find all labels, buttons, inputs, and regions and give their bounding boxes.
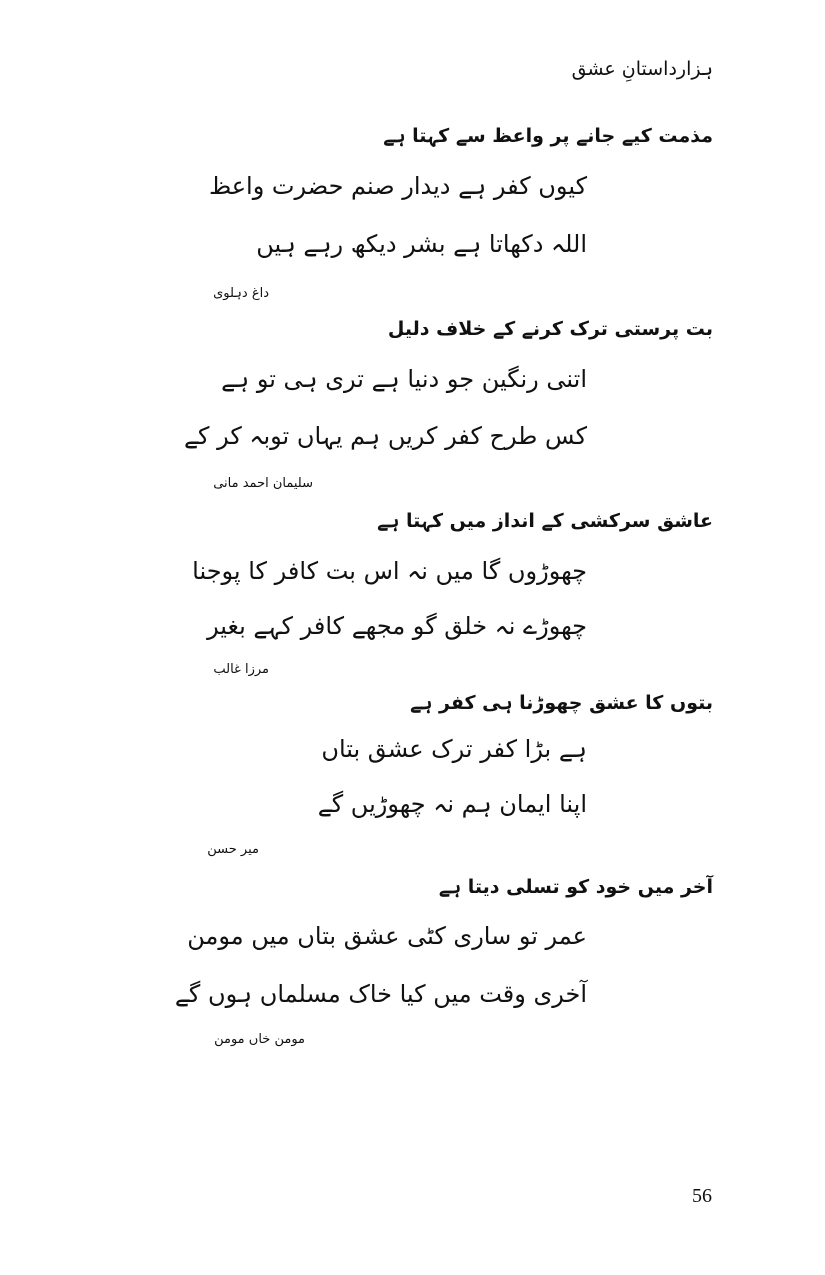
verse-line: چھوڑوں گا میں نہ اس بت کافر کا پوجنا — [192, 557, 587, 585]
verse-line: کیوں کفر ہے دیدار صنم حضرت واعظ — [208, 172, 587, 200]
running-head: ہزارداستانِ عشق — [571, 58, 713, 80]
verse-line: چھوڑے نہ خلق گو مجھے کافر کہے بغیر — [207, 612, 587, 640]
poet-name: داغ دہلوی — [213, 286, 269, 301]
verse-line: ہے بڑا کفر ترک عشق بتاں — [321, 735, 587, 763]
verse-line: کس طرح کفر کریں ہم یہاں توبہ کر کے — [183, 422, 587, 450]
verse-line: اللہ دکھاتا ہے بشر دیکھ رہے ہیں — [256, 230, 587, 258]
section-heading: بتوں کا عشق چھوڑنا ہی کفر ہے — [410, 692, 713, 714]
verse-line: اپنا ایمان ہم نہ چھوڑیں گے — [317, 790, 587, 818]
verse-line: اتنی رنگین جو دنیا ہے تری ہی تو ہے — [221, 365, 587, 393]
section-heading: مذمت کیے جانے پر واعظ سے کہتا ہے — [383, 125, 713, 147]
verse-line: آخری وقت میں کیا خاک مسلماں ہوں گے — [174, 980, 587, 1008]
poet-name: سلیمان احمد مانی — [213, 476, 313, 491]
poet-name: مومن خاں مومن — [214, 1032, 305, 1047]
section-heading: بت پرستی ترک کرنے کے خلاف دلیل — [387, 318, 713, 340]
section-heading: آخر میں خود کو تسلی دیتا ہے — [438, 876, 713, 898]
poet-name: مرزا غالب — [213, 662, 269, 677]
page-number: 56 — [692, 1185, 712, 1207]
verse-line: عمر تو ساری کٹی عشق بتاں میں مومن — [187, 922, 587, 950]
poet-name: میر حسن — [207, 842, 259, 857]
section-heading: عاشق سرکشی کے انداز میں کہتا ہے — [377, 510, 713, 532]
